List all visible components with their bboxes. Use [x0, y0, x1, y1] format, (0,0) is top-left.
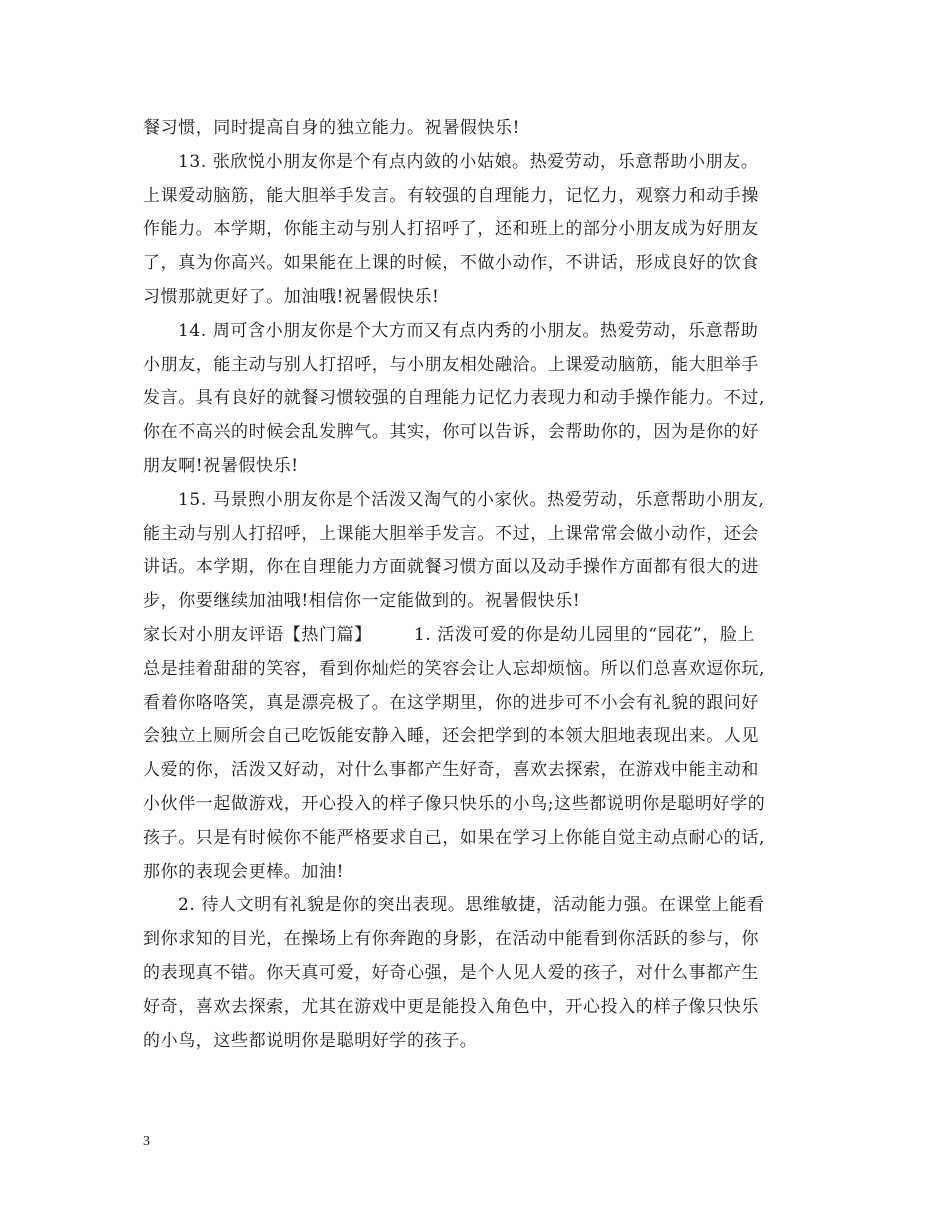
- text-line: 看着你咯咯笑，真是漂亮极了。在这学期里，你的进步可不小会有礼貌的跟问好: [143, 692, 759, 713]
- text-line: 你在不高兴的时候会乱发脾气。其实，你可以告诉，会帮助你的，因为是你的好: [143, 422, 759, 443]
- text-line: 讲话。本学期，你在自理能力方面就餐习惯方面以及动手操作方面都有很大的进: [143, 557, 759, 578]
- text-line: 总是挂着甜甜的笑容，看到你灿烂的笑容会让人忘却烦恼。所以们总喜欢逗你玩,: [143, 658, 766, 679]
- text-line: 好奇，喜欢去探索，尤其在游戏中更是能投入角色中，开心投入的样子像只快乐: [143, 996, 759, 1017]
- text-line: 13. 张欣悦小朋友你是个有点内敛的小姑娘。热爱劳动，乐意帮助小朋友。: [178, 151, 759, 172]
- text-line: 上课爱动脑筋，能大胆举手发言。有较强的自理能力，记忆力，观察力和动手操: [143, 185, 759, 206]
- text-line: 能主动与别人打招呼，上课能大胆举手发言。不过，上课常常会做小动作，还会: [143, 523, 759, 544]
- text-line: 2. 待人文明有礼貌是你的突出表现。思维敏捷，活动能力强。在课堂上能看: [178, 895, 765, 916]
- text-line: 15. 马景煦小朋友你是个活泼又淘气的小家伙。热爱劳动，乐意帮助小朋友,: [178, 489, 765, 510]
- section-heading: 家长对小朋友评语【热门篇】: [143, 624, 372, 645]
- text-line: 孩子。只是有时候你不能严格要求自己，如果在学习上你能自觉主动点耐心的话,: [143, 827, 766, 848]
- text-line: 习惯那就更好了。加油哦!祝暑假快乐!: [143, 286, 440, 307]
- body-text: [143, 112, 811, 1058]
- text-line: 发言。具有良好的就餐习惯较强的自理能力记忆力表现力和动手操作能力。不过,: [143, 388, 766, 409]
- text-line: 那你的表现会更棒。加油!: [143, 861, 345, 882]
- text-line: 的表现真不错。你天真可爱，好奇心强，是个人见人爱的孩子，对什么事都产生: [143, 962, 759, 983]
- text-line: 了，真为你高兴。如果能在上课的时候，不做小动作，不讲话，形成良好的饮食: [143, 253, 759, 274]
- page-number: 3: [143, 1134, 150, 1149]
- text-line: 步，你要继续加油哦!相信你一定能做到的。祝暑假快乐!: [143, 591, 581, 612]
- text-line: 朋友啊!祝暑假快乐!: [143, 455, 299, 476]
- text-line: 14. 周可含小朋友你是个大方而又有点内秀的小朋友。热爱劳动，乐意帮助: [178, 320, 759, 341]
- paragraph-start: 1. 活泼可爱的你是幼儿园里的“园花”，脸上: [413, 624, 756, 645]
- text-line: 小伙伴一起做游戏，开心投入的样子像只快乐的小鸟;这些都说明你是聪明好学的: [143, 793, 766, 814]
- text-line: 到你求知的目光，在操场上有你奔跑的身影，在活动中能看到你活跃的参与，你: [143, 929, 759, 950]
- text-line: 餐习惯，同时提高自身的独立能力。祝暑假快乐!: [143, 118, 521, 138]
- text-line: 人爱的你，活泼又好动，对什么事都产生好奇，喜欢去探索，在游戏中能主动和: [143, 760, 759, 781]
- text-line: 会独立上厕所会自己吃饭能安静入睡，还会把学到的本领大胆地表现出来。人见: [143, 726, 759, 747]
- text-line: 作能力。本学期，你能主动与别人打招呼了，还和班上的部分小朋友成为好朋友: [143, 219, 759, 240]
- text-line: 小朋友，能主动与别人打招呼，与小朋友相处融洽。上课爱动脑筋，能大胆举手: [143, 354, 759, 375]
- text-line: 的小鸟，这些都说明你是聪明好学的孩子。: [143, 1030, 478, 1051]
- section-heading-line: [143, 619, 811, 653]
